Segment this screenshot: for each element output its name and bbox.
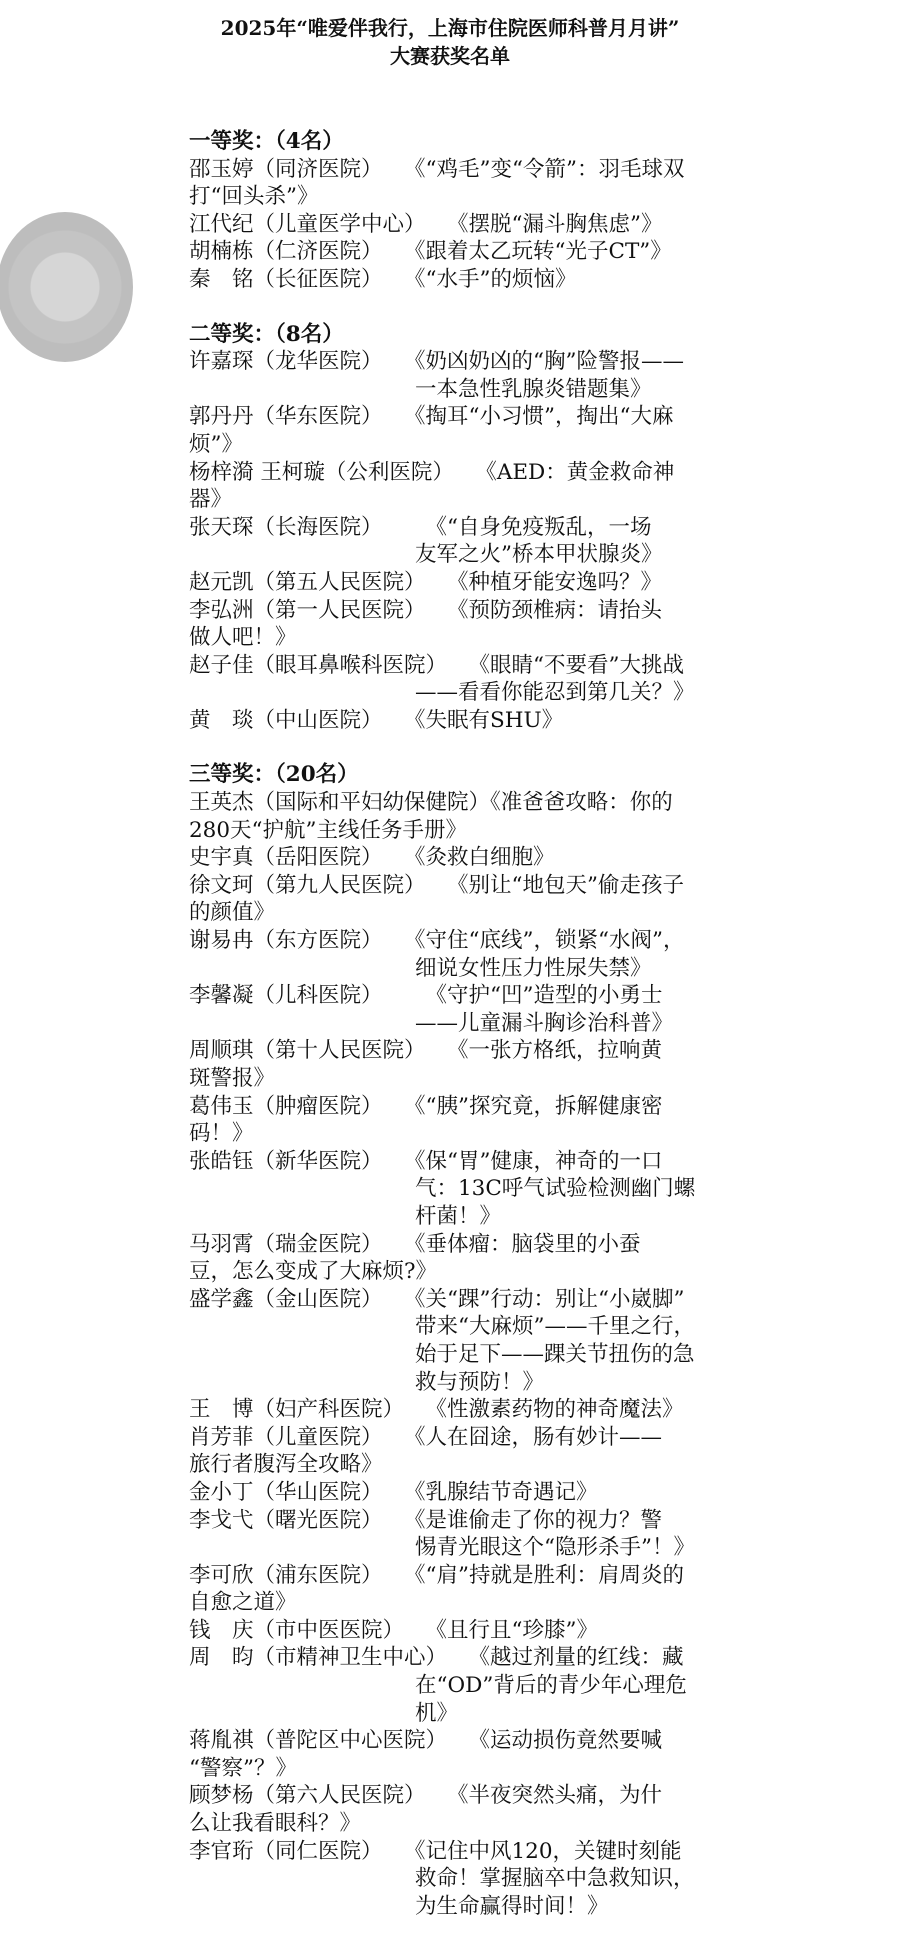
award-entry [189,211,734,239]
entry-continuation-line: 为生命赢得时间！》 [415,1893,609,1919]
award-entry [189,156,734,211]
second-prize-section [189,321,734,735]
entry-line: 赵子佳（眼耳鼻喉科医院） 《眼睛“不要看”大挑战 [189,652,684,678]
award-entry [189,597,734,652]
entry-continuation-line: 旅行者腹泻全攻略》 [189,1452,383,1478]
section-heading: 二等奖：（8名） [189,321,344,347]
entry-line: 金小丁（华山医院） 《乳腺结节奇遇记》 [189,1479,598,1505]
entry-continuation-line: 细说女性压力性尿失禁》 [415,955,652,981]
entry-continuation-line: 气：13C呼气试验检测幽门螺 [415,1176,696,1202]
first-prize-section [189,128,734,294]
award-list [189,128,734,1947]
entry-continuation-line: 么让我看眼科？》 [189,1811,362,1837]
entry-line: 史宇真（岳阳医院） 《灸救白细胞》 [189,845,555,871]
entry-continuation-line: 救与预防！》 [415,1369,545,1395]
entry-line: 黄 琰（中山医院） 《失眠有SHU》 [189,707,564,733]
award-entry [189,266,734,294]
entry-continuation-line: 一本急性乳腺炎错题集》 [415,376,652,402]
entry-line: 王 博（妇产科医院） 《性激素药物的神奇魔法》 [189,1397,684,1423]
entry-continuation-line: 的颜值》 [189,900,276,926]
entry-line: 杨梓漪 王柯璇（公利医院） 《AED：黄金救命神 [189,459,675,485]
entry-continuation-line: “警察”？》 [189,1755,297,1781]
award-entry [189,927,734,982]
entry-continuation-line: 杆菌！》 [415,1203,502,1229]
entry-line: 邵玉婷（同济医院） 《“鸡毛”变“令箭”：羽毛球双 [189,156,685,182]
award-entry [189,1479,734,1507]
award-entry [189,1396,734,1424]
award-entry [189,1727,734,1782]
award-entry [189,348,734,403]
entry-continuation-line: 器》 [189,487,233,513]
entry-line: 周 昀（市精神卫生中心） 《越过剂量的红线：藏 [189,1645,684,1671]
entry-continuation-line: 机》 [415,1700,459,1726]
award-entry [189,1231,734,1286]
award-entry [189,1507,734,1562]
entry-continuation-line: ——儿童漏斗胸诊治科普》 [415,1010,674,1036]
entry-line: 胡楠栋（仁济医院） 《跟着太乙玩转“光子CT”》 [189,239,672,265]
entry-line: 王英杰（国际和平妇幼保健院）《准爸爸攻略：你的 [189,790,673,816]
entry-line: 张皓钰（新华医院） 《保“胃”健康，神奇的一口 [189,1148,663,1174]
entry-line: 肖芳菲（儿童医院） 《人在囧途，肠有妙计—— [189,1424,663,1450]
entry-continuation-line: 做人吧！》 [189,625,297,651]
entry-line: 江代纪（儿童医学中心） 《摆脱“漏斗胸焦虑”》 [189,211,663,237]
floating-scroll-button[interactable] [0,212,133,362]
award-entry [189,1617,734,1645]
entry-line: 李馨凝（儿科医院） 《守护“凹”造型的小勇士 [189,983,663,1009]
award-entry [189,238,734,266]
entry-continuation-line: 打“回头杀”》 [189,184,319,210]
title-line-1: 2025年“唯爱伴我行，上海市住院医师科普月月讲” [220,16,680,40]
award-entry [189,982,734,1037]
section-heading: 三等奖：（20名） [189,762,359,788]
award-entry [189,872,734,927]
entry-line: 徐文珂（第九人民医院） 《别让“地包天”偷走孩子 [189,872,684,898]
entry-line: 张天琛（长海医院） 《“自身免疫叛乱，一场 [189,514,652,540]
section-heading: 一等奖：（4名） [189,129,344,154]
entry-line: 周顺琪（第十人民医院） 《一张方格纸，拉响黄 [189,1038,663,1064]
award-entry [189,1782,734,1837]
entry-line: 李可欣（浦东医院） 《“肩”持就是胜利：肩周炎的 [189,1562,684,1588]
entry-line: 马羽霄（瑞金医院） 《垂体瘤：脑袋里的小蚕 [189,1231,641,1257]
title-line-2: 大赛获奖名单 [390,44,510,68]
entry-continuation-line: 友军之火”桥本甲状腺炎》 [415,542,663,568]
entry-line: 谢易冉（东方医院） 《守住“底线”，锁紧“水阀”， [189,928,685,954]
entry-line: 蒋胤祺（普陀区中心医院） 《运动损伤竟然要喊 [189,1728,663,1754]
award-entry [189,1424,734,1479]
entry-line: 钱 庆（市中医医院） 《且行且“珍膝”》 [189,1617,598,1643]
award-entry [189,1644,734,1727]
third-prize-section [189,761,734,1920]
entry-line: 许嘉琛（龙华医院） 《奶凶奶凶的“胸”险警报—— [189,349,684,375]
award-entry [189,459,734,514]
entry-continuation-line: 豆，怎么变成了大麻烦?》 [189,1259,438,1285]
entry-continuation-line: 码！》 [189,1121,254,1147]
award-entry [189,1093,734,1148]
entry-line: 顾梦杨（第六人民医院） 《半夜突然头痛，为什 [189,1783,663,1809]
award-entry [189,569,734,597]
entry-line: 盛学鑫（金山医院） 《关“踝”行动：别让“小崴脚” [189,1286,685,1312]
entry-line: 李戈弋（曙光医院） 《是谁偷走了你的视力？警 [189,1507,663,1533]
entry-continuation-line: 带来“大麻烦”——千里之行， [415,1314,695,1340]
entry-continuation-line: ——看看你能忍到第几关？》 [415,680,695,706]
award-entry [189,652,734,707]
award-entry [189,1037,734,1092]
award-entry [189,403,734,458]
entry-line: 赵元凯（第五人民医院） 《种植牙能安逸吗？》 [189,569,663,595]
award-entry [189,1838,734,1921]
entry-line: 秦 铭（长征医院） 《“水手”的烦恼》 [189,266,577,292]
entry-continuation-line: 斑警报》 [189,1066,276,1091]
award-entry [189,1148,734,1231]
entry-line: 李弘洲（第一人民医院） 《预防颈椎病：请抬头 [189,597,663,623]
award-entry [189,1286,734,1396]
entry-continuation-line: 始于足下——踝关节扭伤的急 [415,1341,695,1367]
entry-continuation-line: 烦”》 [189,431,243,457]
entry-continuation-line: 惕青光眼这个“隐形杀手”！》 [415,1535,695,1561]
entry-continuation-line: 救命！掌握脑卒中急救知识， [415,1866,695,1892]
award-entry [189,789,734,844]
award-entry [189,514,734,569]
entry-line: 葛伟玉（肿瘤医院） 《“胰”探究竟，拆解健康密 [189,1093,663,1119]
entry-continuation-line: 280天“护航”主线任务手册》 [189,817,468,843]
entry-continuation-line: 在“OD”背后的青少年心理危 [415,1673,687,1699]
award-entry [189,707,734,735]
award-entry [189,844,734,872]
entry-continuation-line: 自愈之道》 [189,1590,297,1616]
entry-line: 郭丹丹（华东医院） 《掏耳“小习惯”，掏出“大麻 [189,404,674,430]
award-entry [189,1562,734,1617]
page-title [0,14,900,70]
entry-line: 李官珩（同仁医院） 《记住中风120，关键时刻能 [189,1838,682,1864]
